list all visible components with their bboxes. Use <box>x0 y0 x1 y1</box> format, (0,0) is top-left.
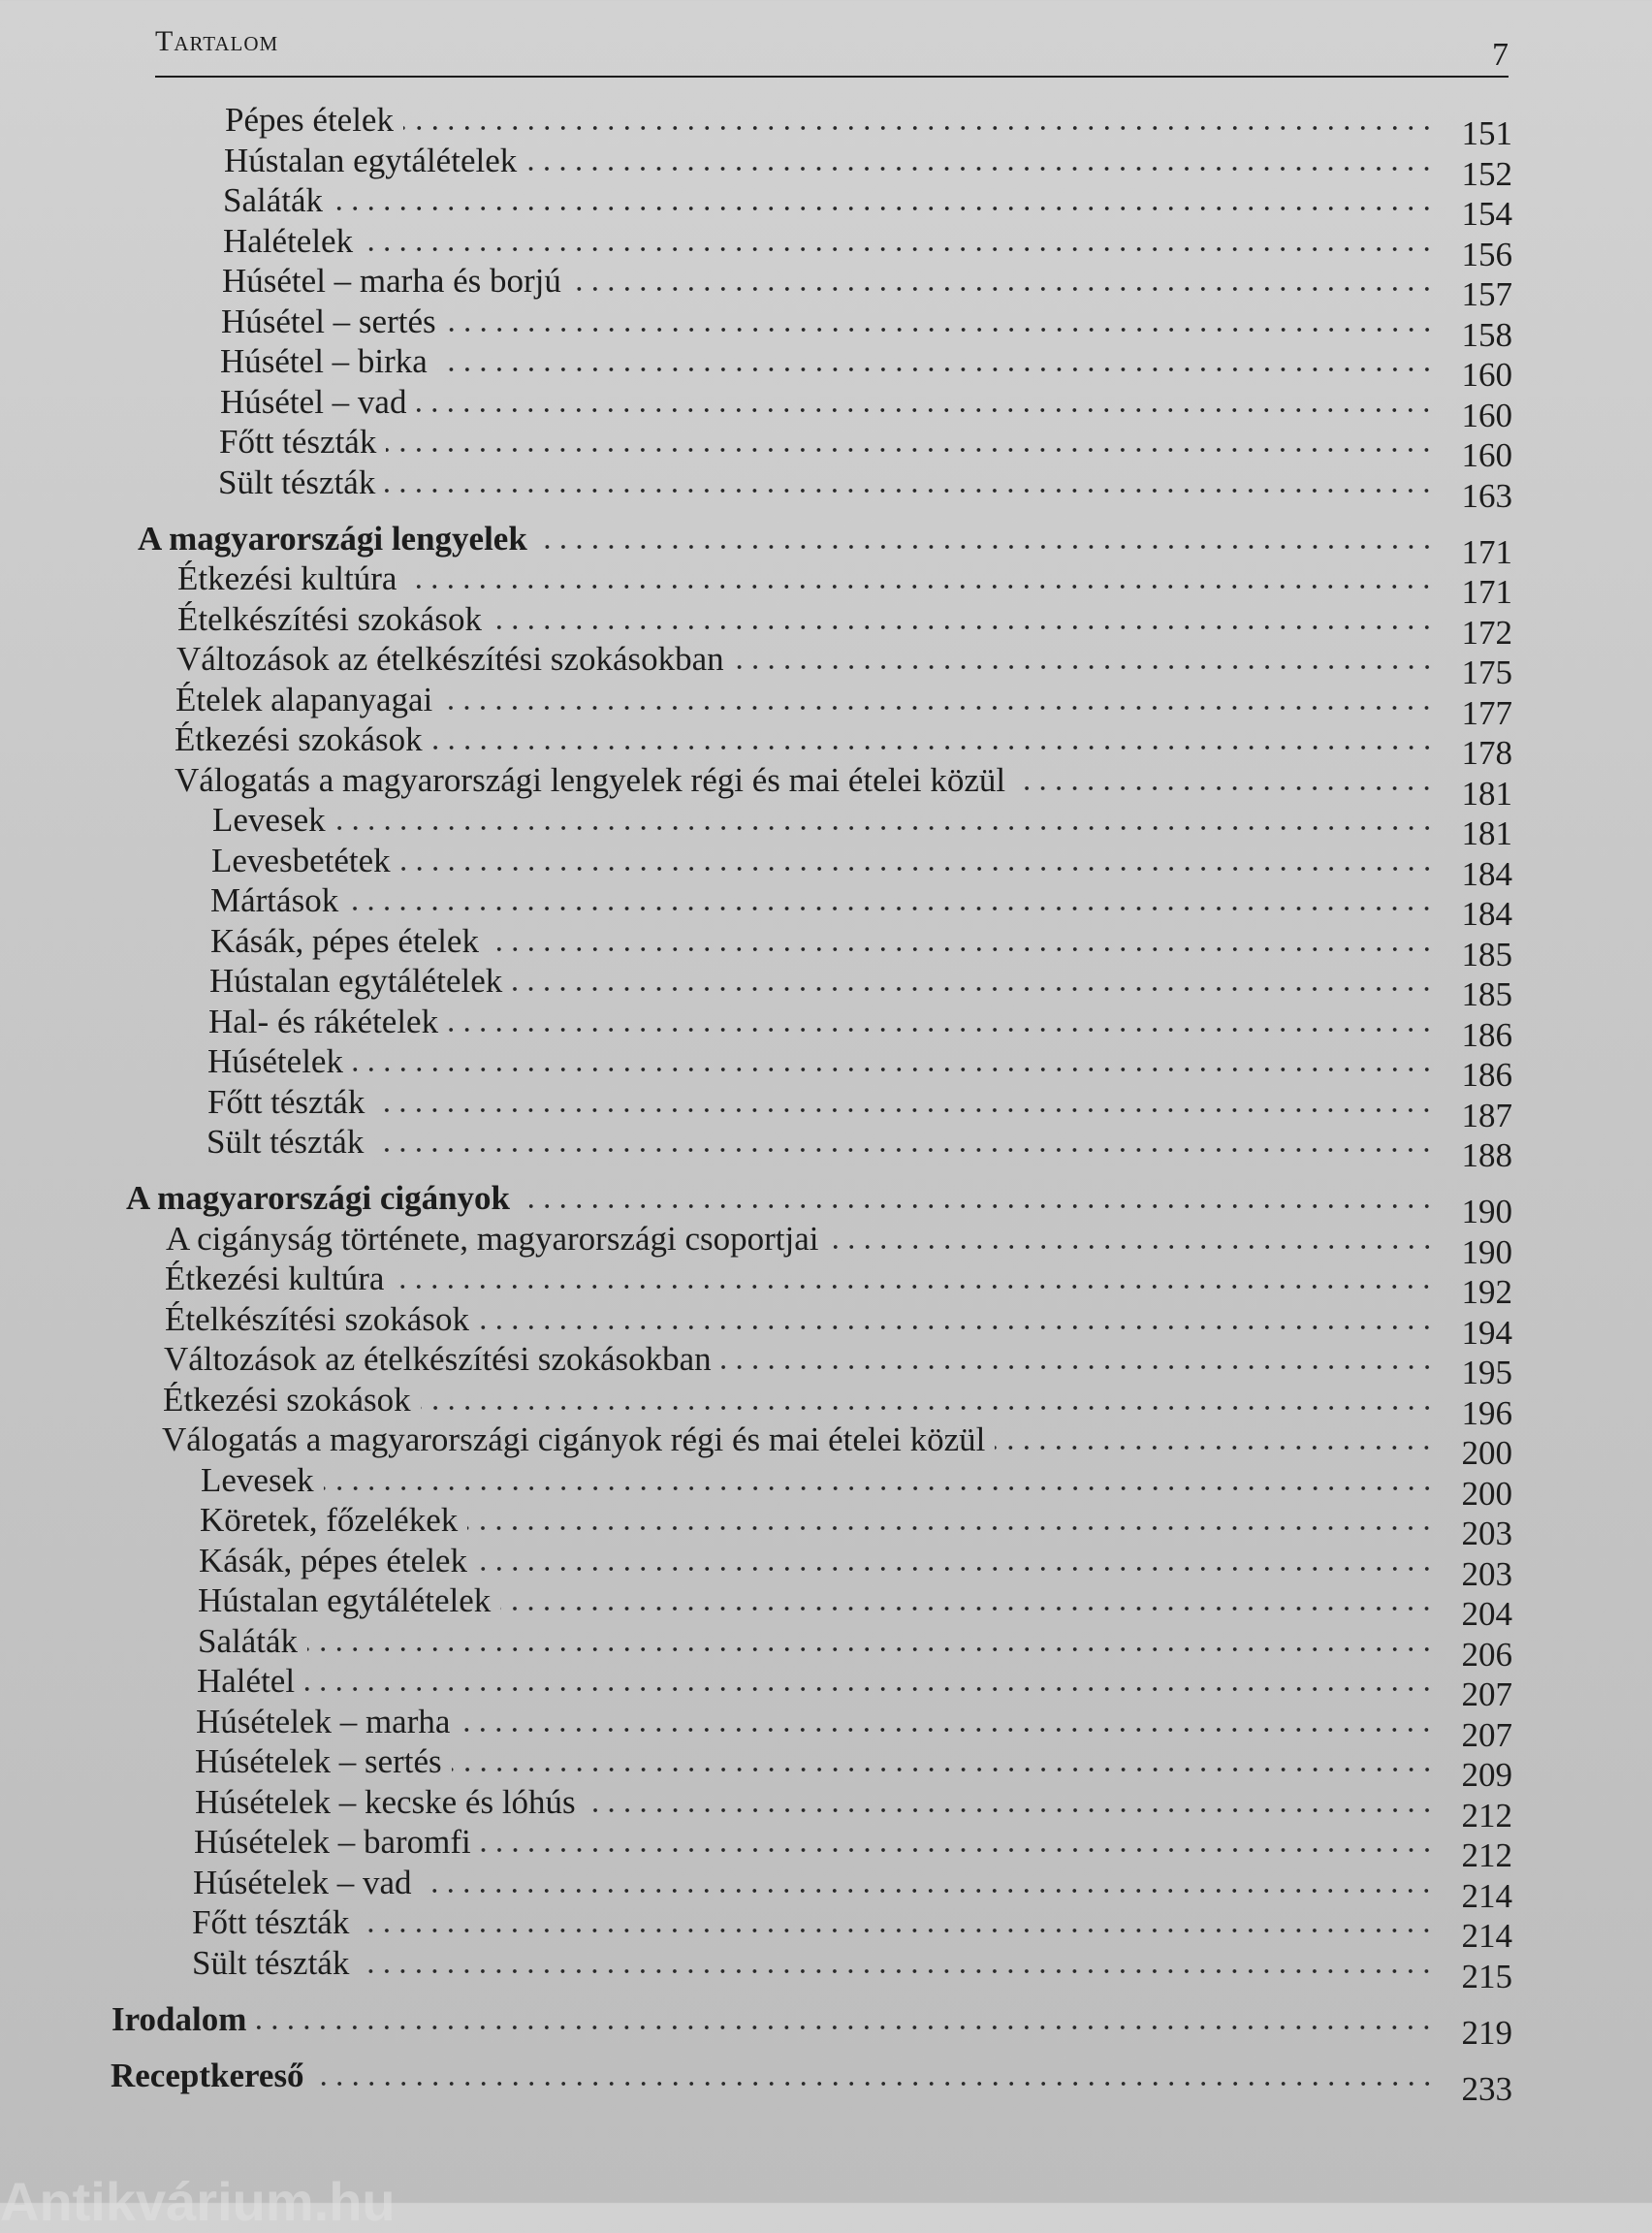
toc-entry-title: Levesbetétek <box>211 842 391 879</box>
dot-leader <box>537 543 1435 551</box>
dot-leader <box>359 1967 1435 1975</box>
toc-entry-title: Hústalan egytálételek <box>198 1581 492 1619</box>
dot-leader <box>363 245 1435 253</box>
dot-leader <box>324 1484 1435 1492</box>
dot-leader <box>432 744 1435 751</box>
toc-entry-page: 207 <box>1461 1716 1512 1754</box>
dot-leader <box>416 406 1435 414</box>
toc-entry-title: Kásák, pépes ételek <box>199 1542 467 1579</box>
dot-leader <box>586 1806 1435 1814</box>
toc-entry <box>210 881 1512 933</box>
toc-entry-title: Receptkereső <box>111 2057 304 2094</box>
toc-entry-page: 181 <box>1461 814 1512 852</box>
toc-entry-title: Válogatás a magyarországi lengyelek régi és mai ételei közül <box>175 761 1006 799</box>
toc-entry-page: 152 <box>1461 155 1512 193</box>
dot-leader <box>348 905 1435 912</box>
toc-entry-page: 196 <box>1461 1394 1512 1432</box>
toc-entry-page: 154 <box>1461 195 1512 233</box>
toc-entry-page: 177 <box>1461 694 1512 732</box>
dot-leader <box>373 1146 1435 1154</box>
toc-entry-title: Ételek alapanyagai <box>175 681 433 718</box>
toc-entry <box>221 303 1512 354</box>
toc-entry-page: 190 <box>1461 1193 1512 1230</box>
toc-entry <box>222 262 1512 313</box>
toc-entry-page: 171 <box>1461 533 1512 571</box>
dot-leader <box>460 1726 1435 1734</box>
dot-leader <box>489 945 1435 953</box>
toc-entry-title: Kásák, pépes ételek <box>210 922 479 960</box>
toc-entry-title: Húsételek – kecske és lóhús <box>195 1783 576 1821</box>
toc-entry <box>164 1340 1512 1391</box>
toc-entry-page: 158 <box>1461 316 1512 354</box>
dot-leader <box>359 1927 1435 1934</box>
toc-entry-page: 233 <box>1461 2070 1512 2108</box>
toc-entry-title: Húsétel – sertés <box>221 303 436 340</box>
dot-leader <box>526 165 1435 173</box>
dot-leader <box>446 326 1435 334</box>
dot-leader <box>520 1202 1435 1210</box>
running-title: Tartalom <box>155 25 279 57</box>
dot-leader <box>500 1605 1435 1612</box>
toc-entry <box>208 1003 1512 1054</box>
dot-leader <box>304 1685 1435 1693</box>
toc-entry-page: 204 <box>1461 1595 1512 1633</box>
toc-entry-page: 163 <box>1461 477 1512 515</box>
dot-leader <box>403 124 1435 132</box>
toc-entry-title: Húsételek – vad <box>193 1864 412 1901</box>
toc-entry-title: Ételkészítési szokások <box>177 600 482 638</box>
toc-entry-page: 151 <box>1461 114 1512 152</box>
dot-leader <box>400 865 1435 873</box>
toc-entry <box>220 383 1512 434</box>
toc-entry-page: 171 <box>1461 573 1512 611</box>
toc-entry <box>176 640 1512 691</box>
toc-entry-page: 212 <box>1461 1797 1512 1834</box>
toc-entry-page: 184 <box>1461 855 1512 893</box>
toc-entry-title: Válogatás a magyarországi cigányok régi és mai ételei közül <box>162 1420 986 1458</box>
page-number: 7 <box>1492 37 1509 73</box>
dot-leader <box>421 1887 1435 1895</box>
toc-entry <box>223 222 1512 273</box>
dot-leader <box>374 1106 1435 1114</box>
toc-entry-page: 186 <box>1461 1056 1512 1094</box>
dot-leader <box>437 366 1435 373</box>
toc-entry-title: Étkezési szokások <box>175 720 423 758</box>
dot-leader <box>734 663 1435 671</box>
toc-entry <box>165 1260 1512 1311</box>
toc-entry <box>111 2000 1512 2052</box>
toc-entry-page: 181 <box>1461 775 1512 813</box>
dot-leader <box>477 1565 1435 1573</box>
dot-leader <box>307 1645 1435 1653</box>
toc-entry-page: 192 <box>1461 1273 1512 1311</box>
toc-entry-page: 207 <box>1461 1675 1512 1713</box>
dot-leader <box>829 1243 1435 1251</box>
dot-leader <box>448 1026 1435 1034</box>
toc-entry-page: 187 <box>1461 1097 1512 1134</box>
toc-entry <box>111 2057 1512 2108</box>
toc-entry-page: 200 <box>1461 1475 1512 1513</box>
toc-entry-title: Változások az ételkészítési szokásokban <box>176 640 724 678</box>
dot-leader <box>256 2024 1435 2031</box>
toc-entry-title: Húsétel – marha és borjú <box>222 262 561 300</box>
toc-entry <box>198 1581 1512 1633</box>
toc-entry <box>195 1742 1512 1794</box>
toc-entry-page: 156 <box>1461 236 1512 273</box>
toc-entry <box>210 922 1512 973</box>
toc-entry <box>220 342 1512 394</box>
toc-entry-title: Főtt tészták <box>219 423 377 461</box>
toc-entry-page: 214 <box>1461 1917 1512 1955</box>
toc-entry-page: 172 <box>1461 614 1512 652</box>
toc-entry-title: Étkezési kultúra <box>165 1260 385 1297</box>
toc-entry-title: Húsételek – sertés <box>195 1742 442 1780</box>
toc-entry-page: 175 <box>1461 654 1512 691</box>
dot-leader <box>492 623 1435 631</box>
toc-entry-title: Sült tészták <box>192 1944 350 1982</box>
dot-leader <box>386 446 1435 454</box>
toc-entry-title: Főtt tészták <box>192 1903 350 1941</box>
toc-entry <box>163 1381 1512 1432</box>
toc-entry-title: Halételek <box>223 222 354 260</box>
toc-entry <box>223 181 1512 233</box>
toc-entry <box>201 1461 1512 1513</box>
toc-entry <box>165 1300 1512 1352</box>
toc-entry <box>207 1042 1512 1094</box>
toc-entry-page: 185 <box>1461 975 1512 1013</box>
toc-entry <box>194 1823 1512 1874</box>
dot-leader <box>406 583 1435 590</box>
toc-entry-title: Étkezési szokások <box>163 1381 411 1419</box>
dot-leader <box>467 1524 1435 1532</box>
toc-entry-page: 206 <box>1461 1636 1512 1674</box>
toc-entry <box>195 1783 1512 1834</box>
toc-entry-page: 178 <box>1461 734 1512 772</box>
toc-entry <box>197 1662 1512 1713</box>
toc-entry-title: Köretek, főzelékek <box>200 1501 459 1539</box>
toc-entry <box>138 520 1512 571</box>
toc-entry-page: 190 <box>1461 1233 1512 1271</box>
toc-entry-page: 214 <box>1461 1877 1512 1915</box>
toc-entry <box>219 423 1512 474</box>
toc-entry <box>211 842 1512 893</box>
dot-leader <box>479 1324 1435 1331</box>
toc-entry <box>200 1501 1512 1552</box>
toc-entry-title: Saláták <box>223 181 324 219</box>
toc-entry-page: 194 <box>1461 1314 1512 1352</box>
toc-entry <box>209 962 1512 1013</box>
toc-entry-title: Változások az ételkészítési szokásokban <box>164 1340 712 1378</box>
toc-entry <box>225 101 1512 152</box>
toc-entry-title: Húsételek <box>207 1042 343 1080</box>
toc-entry <box>193 1864 1512 1915</box>
dot-leader <box>394 1283 1435 1291</box>
toc-entry <box>175 761 1512 813</box>
watermark: Antikvárium.hu <box>0 2171 396 2232</box>
toc-entry-title: A cigányság története, magyarországi csoportjai <box>166 1220 819 1258</box>
toc-entry-title: Ételkészítési szokások <box>165 1300 469 1338</box>
toc-entry-title: Irodalom <box>111 2000 247 2038</box>
toc-entry-title: Saláták <box>198 1622 299 1660</box>
toc-entry-page: 219 <box>1461 2014 1512 2052</box>
toc-entry-page: 186 <box>1461 1016 1512 1054</box>
dot-leader <box>512 985 1435 993</box>
toc-entry-title: Sült tészták <box>206 1123 365 1161</box>
toc-entry-title: Húsételek – marha <box>196 1703 451 1740</box>
dot-leader <box>385 487 1435 494</box>
toc-entry-title: Pépes ételek <box>225 101 394 139</box>
dot-leader <box>721 1363 1435 1371</box>
toc-entry-page: 188 <box>1461 1136 1512 1174</box>
dot-leader <box>452 1766 1435 1773</box>
dot-leader <box>1015 784 1435 792</box>
dot-leader <box>442 704 1435 712</box>
toc-entry-page: 203 <box>1461 1555 1512 1593</box>
toc-entry <box>192 1944 1512 1995</box>
dot-leader <box>481 1846 1435 1854</box>
toc-entry-title: Hal- és rákételek <box>208 1003 439 1040</box>
toc-entry-title: Hústalan egytálételek <box>224 142 518 179</box>
toc-entry <box>212 801 1512 852</box>
toc-entry-page: 160 <box>1461 356 1512 394</box>
toc-entry-title: Mártások <box>210 881 339 919</box>
toc-entry-title: Étkezési kultúra <box>177 559 397 597</box>
toc-entry-page: 160 <box>1461 397 1512 434</box>
dot-leader <box>314 2080 1435 2088</box>
dot-leader <box>335 824 1435 832</box>
dot-leader <box>995 1444 1435 1451</box>
toc-entry-title: Húsétel – birka <box>220 342 428 380</box>
toc-entry-page: 160 <box>1461 436 1512 474</box>
toc-entry-page: 184 <box>1461 895 1512 933</box>
toc-entry <box>175 720 1512 772</box>
toc-entry-title: Sült tészták <box>218 463 376 501</box>
toc-entry <box>199 1542 1512 1593</box>
toc-entry-page: 185 <box>1461 936 1512 973</box>
toc-entry-page: 200 <box>1461 1434 1512 1472</box>
toc-entry <box>218 463 1512 515</box>
toc-entry-page: 195 <box>1461 1354 1512 1391</box>
toc-entry <box>224 142 1512 193</box>
dot-leader <box>571 285 1435 293</box>
dot-leader <box>421 1404 1435 1412</box>
toc-entry-page: 212 <box>1461 1836 1512 1874</box>
dot-leader <box>353 1066 1435 1073</box>
toc-entry-title: A magyarországi cigányok <box>126 1179 511 1217</box>
toc-entry <box>207 1083 1512 1134</box>
toc-entry-title: Húsétel – vad <box>220 383 407 421</box>
toc-entry-title: Halétel <box>197 1662 296 1700</box>
toc-entry <box>177 559 1512 611</box>
toc-entry <box>198 1622 1512 1674</box>
toc-entry-page: 209 <box>1461 1756 1512 1794</box>
toc-entry <box>196 1703 1512 1754</box>
toc-entry-title: Levesek <box>201 1461 314 1499</box>
toc-entry <box>175 681 1512 732</box>
toc-entry-page: 157 <box>1461 275 1512 313</box>
toc-entry <box>126 1179 1512 1230</box>
toc-entry <box>206 1123 1512 1174</box>
toc-entry-title: Főtt tészták <box>207 1083 365 1121</box>
toc-entry-title: A magyarországi lengyelek <box>138 520 527 558</box>
toc-entry-page: 203 <box>1461 1515 1512 1552</box>
toc-entry <box>192 1903 1512 1955</box>
dot-leader <box>333 205 1435 212</box>
toc-entry-title: Hústalan egytálételek <box>209 962 503 1000</box>
toc-entry <box>177 600 1512 652</box>
toc-entry <box>162 1420 1512 1472</box>
toc-entry <box>166 1220 1512 1271</box>
toc-entry-title: Húsételek – baromfi <box>194 1823 471 1861</box>
toc-entry-title: Levesek <box>212 801 326 839</box>
toc-entry-page: 215 <box>1461 1958 1512 1995</box>
